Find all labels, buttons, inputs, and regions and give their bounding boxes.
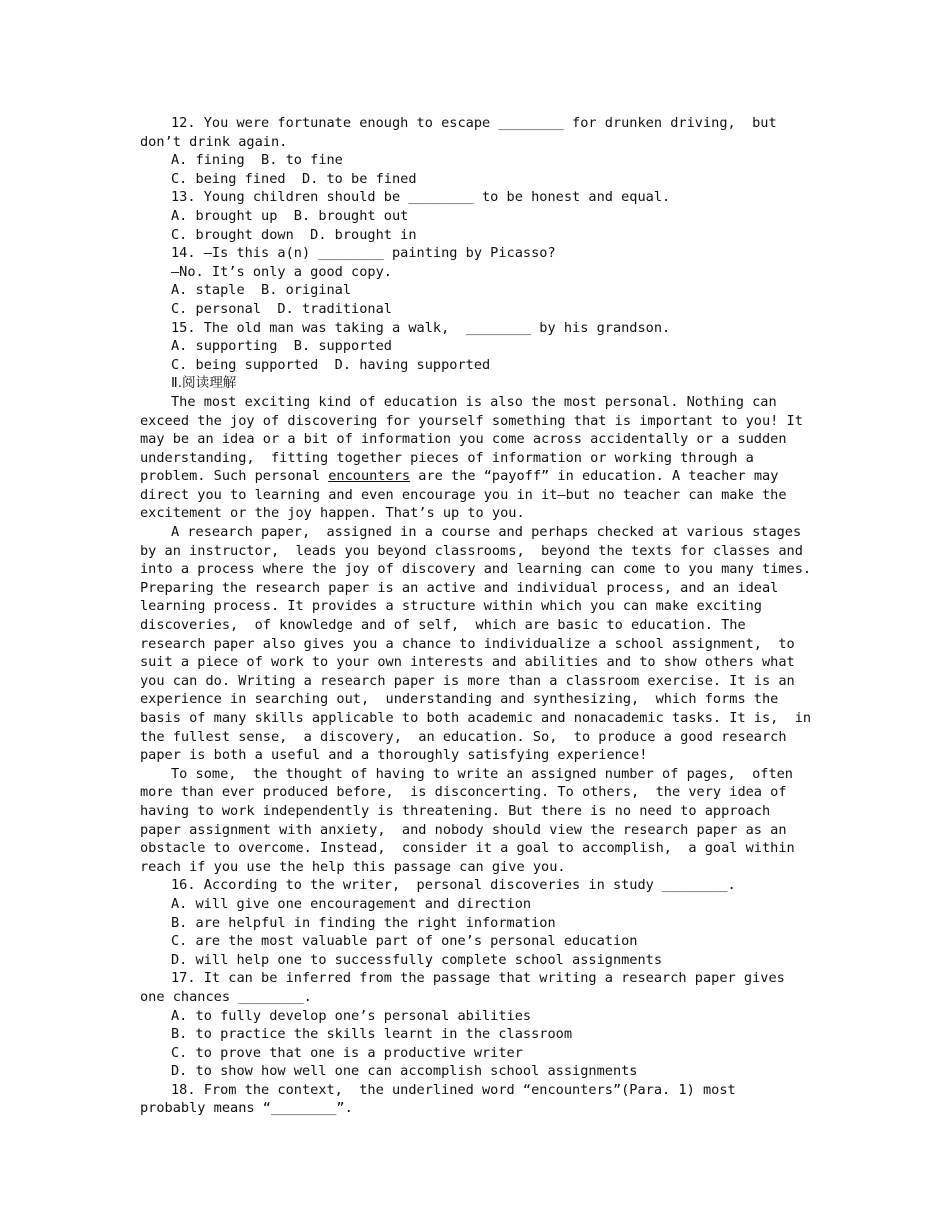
- question-17-stem-continued: one chances ________.: [140, 988, 312, 1005]
- question-14-reply: —No. It’s only a good copy.: [171, 263, 392, 280]
- passage-line: may be an idea or a bit of information you come across accidentally or a sudden: [140, 431, 787, 448]
- passage-paragraph-1: [140, 393, 820, 523]
- passage-line: suit a piece of work to your own interests and abilities and to show others what: [140, 654, 795, 671]
- question-16-option-d: D. will help one to successfully complete school assignments: [171, 951, 663, 968]
- question-16-option-a: A. will give one encouragement and direction: [171, 895, 532, 912]
- question-17-option-d: D. to show how well one can accomplish school assignments: [171, 1063, 638, 1080]
- question-17-option-b: B. to practice the skills learnt in the classroom: [171, 1026, 573, 1043]
- question-14-options-ab: A. staple B. original: [171, 282, 352, 299]
- question-12-stem-continued: don’t drink again.: [140, 133, 288, 150]
- question-15-stem: 15. The old man was taking a walk, ________ by his grandson.: [171, 319, 671, 336]
- passage-line: having to work independently is threatening. But there is no need to approach: [140, 802, 771, 819]
- question-12-options-cd: C. being fined D. to be fined: [171, 170, 417, 187]
- question-16-option-b: B. are helpful in finding the right information: [171, 914, 556, 931]
- passage-line: reach if you use the help this passage can give you.: [140, 858, 566, 875]
- passage-line: more than ever produced before, is disconcerting. To others, the very idea of: [140, 784, 787, 801]
- section-heading-reading: Ⅱ.阅读理解: [171, 375, 237, 392]
- passage-line: excitement or the joy happen. That’s up to you.: [140, 505, 525, 522]
- question-12-options-ab: A. fining B. to fine: [171, 152, 343, 169]
- passage-line: by an instructor, leads you beyond classrooms, beyond the texts for classes and: [140, 542, 803, 559]
- question-17-option-a: A. to fully develop one’s personal abilities: [171, 1007, 532, 1024]
- question-13-options-ab: A. brought up B. brought out: [171, 207, 409, 224]
- question-18-stem: 18. From the context, the underlined word “encounters”(Para. 1) most: [171, 1081, 736, 1098]
- worksheet-page: [140, 114, 820, 1118]
- question-13-stem: 13. Young children should be ________ to be honest and equal.: [171, 189, 671, 206]
- question-16-stem: 16. According to the writer, personal discoveries in study ________.: [171, 877, 736, 894]
- question-16-option-c: C. are the most valuable part of one’s personal education: [171, 933, 638, 950]
- question-14-options-cd: C. personal D. traditional: [171, 300, 392, 317]
- passage-line: into a process where the joy of discovery and learning can come to you many times.: [140, 561, 812, 578]
- passage-text: problem. Such personal: [140, 468, 329, 485]
- passage-line: direct you to learning and even encourage you in it—but no teacher can make the: [140, 486, 787, 503]
- passage-line: research paper also gives you a chance to individualize a school assignment, to: [140, 635, 795, 652]
- passage-line: A research paper, assigned in a course and perhaps checked at various stages: [171, 524, 802, 541]
- passage-line: The most exciting kind of education is also the most personal. Nothing can: [171, 393, 777, 410]
- passage-line: you can do. Writing a research paper is more than a classroom exercise. It is an: [140, 672, 795, 689]
- passage-line: experience in searching out, understanding and synthesizing, which forms the: [140, 691, 779, 708]
- underlined-word: encounters: [328, 468, 411, 485]
- question-17-stem: 17. It can be inferred from the passage that writing a research paper gives: [171, 970, 785, 987]
- passage-line: understanding, fitting together pieces of information or working through a: [140, 449, 754, 466]
- passage-line: paper is both a useful and a thoroughly satisfying experience!: [140, 747, 648, 764]
- question-15-options-cd: C. being supported D. having supported: [171, 356, 491, 373]
- question-18-stem-continued: probably means “________”.: [140, 1100, 353, 1117]
- question-14-stem: 14. —Is this a(n) ________ painting by Picasso?: [171, 245, 556, 262]
- passage-line: paper assignment with anxiety, and nobody should view the research paper as an: [140, 821, 787, 838]
- passage-paragraph-3: [140, 765, 820, 877]
- passage-line: Preparing the research paper is an active and individual process, and an ideal: [140, 579, 779, 596]
- passage-line: the fullest sense, a discovery, an education. So, to produce a good research: [140, 728, 787, 745]
- passage-line: learning process. It provides a structure within which you can make exciting: [140, 598, 762, 615]
- passage-line: exceed the joy of discovering for yourself something that is important to you! It: [140, 412, 803, 429]
- question-13-options-cd: C. brought down D. brought in: [171, 226, 417, 243]
- passage-line: [140, 467, 820, 486]
- passage-paragraph-2: [140, 523, 820, 765]
- passage-line: obstacle to overcome. Instead, consider it a goal to accomplish, a goal within: [140, 840, 795, 857]
- passage-text: are the “payoff” in education. A teacher may: [410, 468, 779, 485]
- question-15-options-ab: A. supporting B. supported: [171, 338, 392, 355]
- passage-line: To some, the thought of having to write an assigned number of pages, often: [171, 765, 793, 782]
- question-17-option-c: C. to prove that one is a productive writer: [171, 1044, 523, 1061]
- passage-line: discoveries, of knowledge and of self, which are basic to education. The: [140, 617, 746, 634]
- passage-line: basis of many skills applicable to both academic and nonacademic tasks. It is, in: [140, 710, 812, 726]
- question-12-stem: 12. You were fortunate enough to escape ________ for drunken driving, but: [171, 115, 777, 131]
